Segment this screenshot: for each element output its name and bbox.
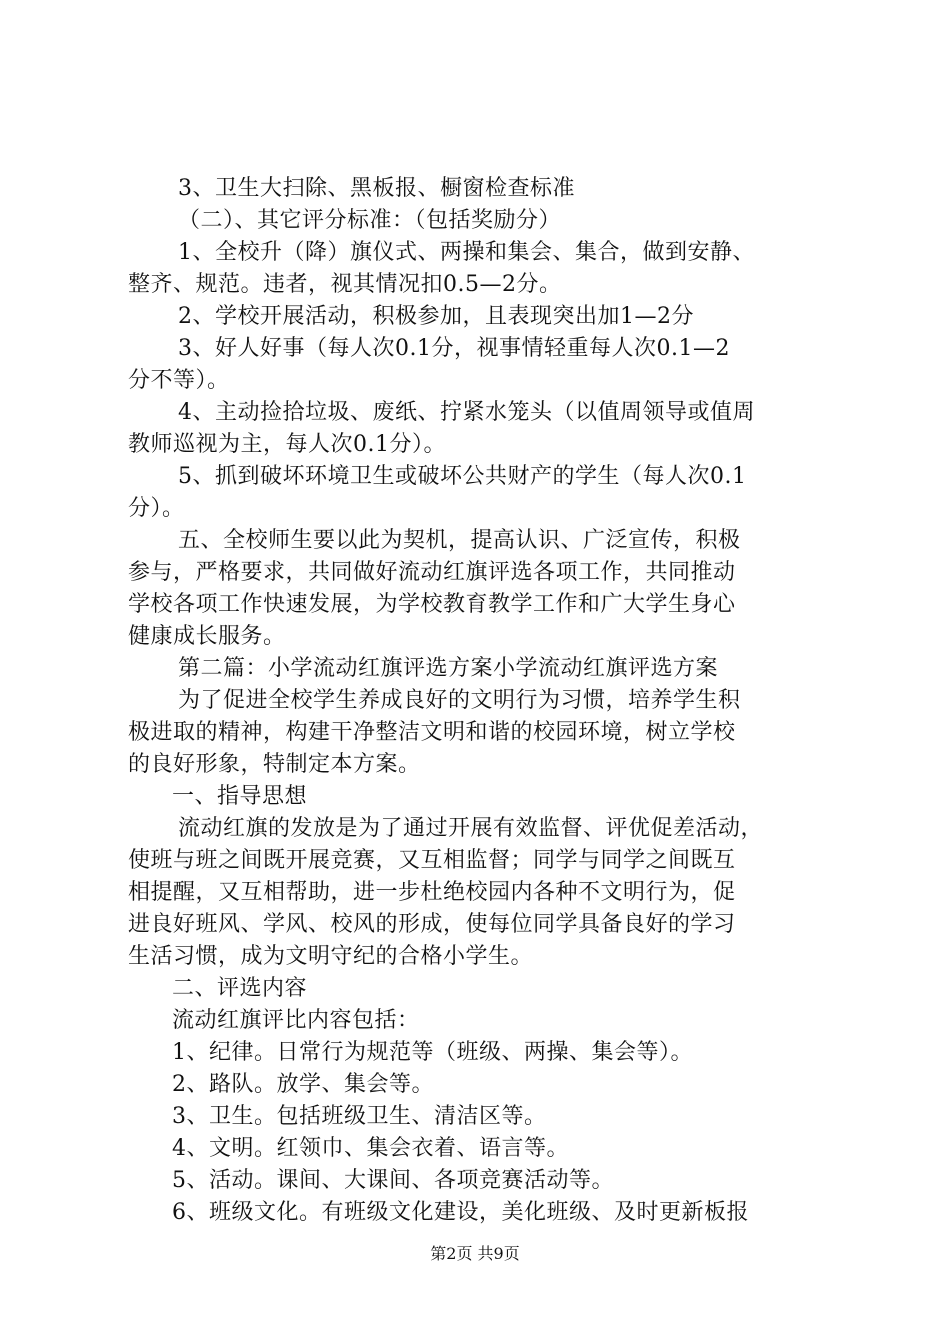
text-line: 相提醒，又互相帮助，进一步杜绝校园内各种不文明行为，促 [128,880,736,905]
section-heading: 二、评选内容 [172,976,308,1001]
text-line: 为了促进全校学生养成良好的文明行为习惯，培养学生积 [178,688,741,713]
text-line: 的良好形象，特制定本方案。 [128,752,421,777]
text-line: 极进取的精神，构建干净整洁文明和谐的校园环境，树立学校 [128,720,736,745]
text-line: 流动红旗的发放是为了通过开展有效监督、评优促差活动， [178,816,764,841]
text-line: 4、主动捡拾垃圾、废纸、拧紧水笼头（以值周领导或值周 [178,400,755,425]
page-number-footer: 第2页 共9页 [430,1244,520,1263]
text-line: 使班与班之间既开展竞赛，又互相监督；同学与同学之间既互 [128,848,736,873]
text-line: 整齐、规范。违者，视其情况扣0.5—2分。 [128,272,562,297]
document-body [128,173,833,1229]
text-line: 健康成长服务。 [128,624,286,649]
list-item: 4、文明。红领巾、集会衣着、语言等。 [172,1136,569,1161]
text-line: 生活习惯，成为文明守纪的合格小学生。 [128,944,534,969]
section-heading: 一、指导思想 [172,784,308,809]
text-line: 3、好人好事（每人次0.1分，视事情轻重每人次0.1—2 [178,336,730,361]
text-line: 流动红旗评比内容包括： [172,1008,420,1033]
list-item: 2、路队。放学、集会等。 [172,1072,434,1097]
text-line: 学校各项工作快速发展，为学校教育教学工作和广大学生身心 [128,592,736,617]
text-line: 五、全校师生要以此为契机，提高认识、广泛宣传，积极 [178,528,741,553]
list-item: 3、卫生。包括班级卫生、清洁区等。 [172,1104,547,1129]
text-line: 进良好班风、学风、校风的形成，使每位同学具备良好的学习 [128,912,736,937]
text-line: 2、学校开展活动，积极参加，且表现突出加1—2分 [178,304,694,329]
text-line: 3、卫生大扫除、黑板报、橱窗检查标准 [178,176,575,201]
text-line: 分）。 [128,496,185,521]
text-line: 1、全校升（降）旗仪式、两操和集会、集合，做到安静、 [178,240,755,265]
text-line: 参与，严格要求，共同做好流动红旗评选各项工作，共同推动 [128,560,736,585]
text-line: 教师巡视为主，每人次0.1分）。 [128,432,446,457]
section-heading: 第二篇：小学流动红旗评选方案小学流动红旗评选方案 [178,656,719,681]
list-item: 5、活动。课间、大课间、各项竞赛活动等。 [172,1168,614,1193]
text-line: 分不等）。 [128,368,230,393]
list-item: 1、纪律。日常行为规范等（班级、两操、集会等）。 [172,1040,693,1065]
text-line: 5、抓到破坏环境卫生或破坏公共财产的学生（每人次0.1 [178,464,747,489]
text-line: （二）、其它评分标准：（包括奖励分） [178,208,562,233]
list-item: 6、班级文化。有班级文化建设，美化班级、及时更新板报 [172,1200,749,1225]
